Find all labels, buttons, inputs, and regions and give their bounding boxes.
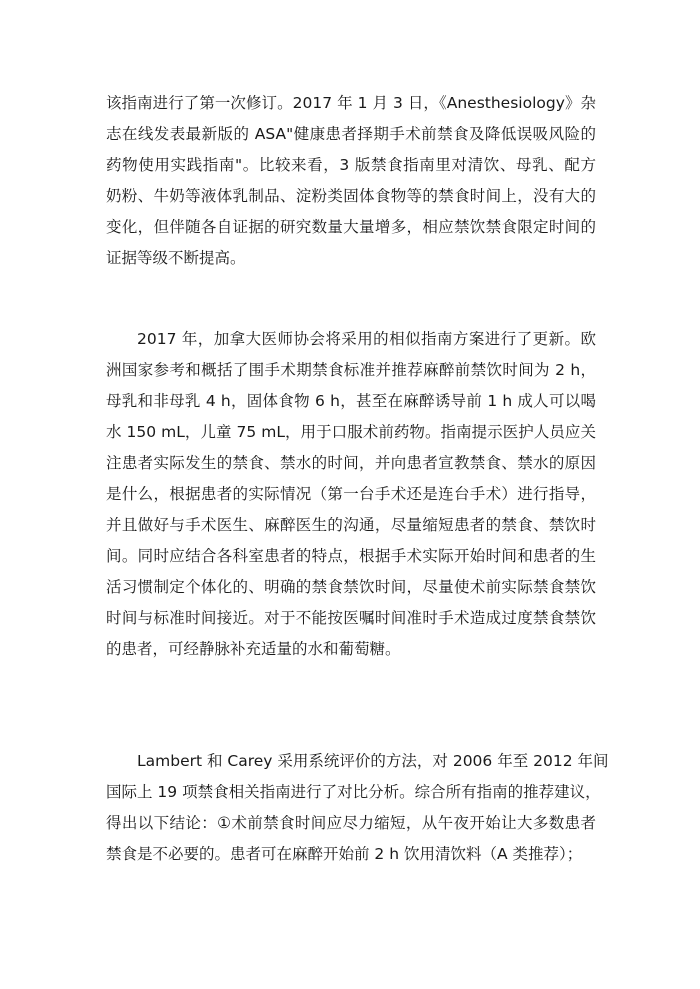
text-line: 时间与标准时间接近。对于不能按医嘱时间准时手术造成过度禁食禁饮 — [106, 609, 596, 627]
text-line: 是什么，根据患者的实际情况（第一台手术还是连台手术）进行指导， — [106, 485, 596, 503]
text-line: 奶粉、牛奶等液体乳制品、淀粉类固体食物等的禁食时间上，没有大的 — [106, 187, 596, 205]
text-line: 药物使用实践指南"。比较来看，3 版禁食指南里对清饮、母乳、配方 — [106, 156, 596, 174]
text-line: 志在线发表最新版的 ASA"健康患者择期手术前禁食及降低误吸风险的 — [106, 125, 596, 143]
text-line: 2017 年，加拿大医师协会将采用的相似指南方案进行了更新。欧 — [137, 330, 596, 348]
text-line: 该指南进行了第一次修订。2017 年 1 月 3 日，《Anesthesiology》杂 — [106, 94, 596, 112]
text-line: 注患者实际发生的禁食、禁水的时间，并向患者宣教禁食、禁水的原因 — [106, 454, 596, 472]
text-line: 水 150 mL，儿童 75 mL，用于口服术前药物。指南提示医护人员应关 — [106, 423, 596, 441]
text-line: 的患者，可经静脉补充适量的水和葡萄糖。 — [106, 640, 401, 658]
text-line: 禁食是不必要的。患者可在麻醉开始前 2 h 饮用清饮料（A 类推荐）； — [106, 845, 583, 863]
text-line: 得出以下结论：①术前禁食时间应尽力缩短，从午夜开始让大多数患者 — [106, 814, 596, 832]
paragraph-guideline-revision — [106, 88, 596, 274]
text-line: 母乳和非母乳 4 h，固体食物 6 h，甚至在麻醉诱导前 1 h 成人可以喝 — [106, 392, 596, 410]
text-line: 证据等级不断提高。 — [106, 249, 246, 267]
paragraph-systematic-review — [106, 746, 609, 870]
text-line: 并且做好与手术医生、麻醉医生的沟通，尽量缩短患者的禁食、禁饮时 — [106, 516, 596, 534]
text-line: 间。同时应结合各科室患者的特点，根据手术实际开始时间和患者的生 — [106, 547, 596, 565]
text-line: 变化，但伴随各自证据的研究数量大量增多，相应禁饮禁食限定时间的 — [106, 218, 596, 236]
text-line: 洲国家参考和概括了围手术期禁食标准并推荐麻醉前禁饮时间为 2 h， — [106, 361, 596, 379]
text-line: Lambert 和 Carey 采用系统评价的方法，对 2006 年至 2012 年间 — [137, 752, 609, 770]
text-line: 国际上 19 项禁食相关指南进行了对比分析。综合所有指南的推荐建议， — [106, 783, 601, 801]
paragraph-canada-europe-guidelines — [106, 324, 596, 665]
text-line: 活习惯制定个体化的、明确的禁食禁饮时间，尽量使术前实际禁食禁饮 — [106, 578, 596, 596]
